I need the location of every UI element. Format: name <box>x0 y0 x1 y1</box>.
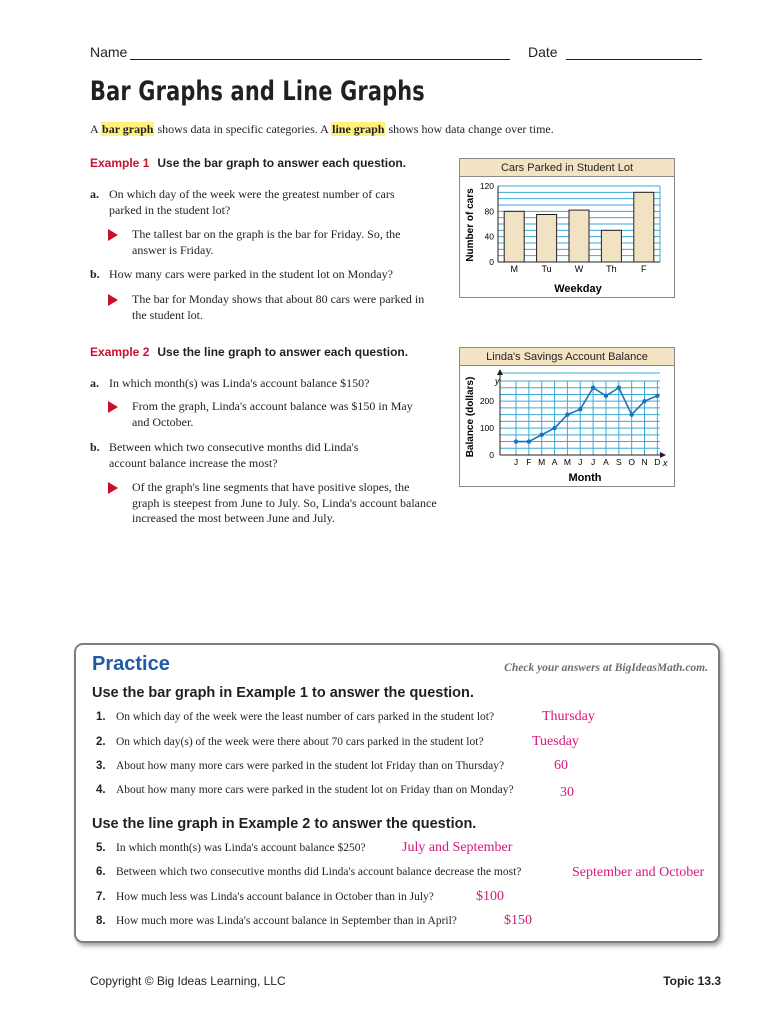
data-point-O <box>629 412 633 416</box>
x-tick-label: M <box>563 457 571 467</box>
data-point-N <box>642 399 646 403</box>
practice-answer-8: $150 <box>504 913 532 928</box>
bar-W <box>569 210 589 262</box>
x-tick-label: F <box>526 457 532 467</box>
bar-Tu <box>537 215 557 263</box>
line-chart-xlabel: Month <box>568 472 602 484</box>
practice-answer-7: $100 <box>476 889 504 904</box>
y-tick-label: 80 <box>484 206 494 217</box>
bar-chart-ylabel: Number of cars <box>465 188 476 262</box>
date-field[interactable] <box>566 59 702 60</box>
data-point-M <box>565 412 569 416</box>
practice-answer-2: Tuesday <box>532 734 579 749</box>
bar-chart-plot <box>460 178 674 298</box>
practice-question-7: 7. How much less was Linda's account balance in October than in July? <box>96 891 434 903</box>
line-chart-title: Linda's Savings Account Balance <box>460 348 674 366</box>
practice-question-2: 2. On which day(s) of the week were there about 70 cars parked in the student lot? <box>96 736 484 748</box>
line-chart-ylabel: Balance (dollars) <box>465 376 476 458</box>
practice-question-4: 4. About how many more cars were parked in the student lot on Friday than on Monday? <box>96 784 514 796</box>
practice-answer-6: September and October <box>572 865 705 880</box>
bar-chart-xlabel: Weekday <box>554 283 602 295</box>
line-chart <box>459 347 675 487</box>
x-tick-label: W <box>574 264 584 274</box>
x-tick-label: O <box>628 457 635 467</box>
copyright-footer: Copyright © Big Ideas Learning, LLC <box>90 974 286 988</box>
line-graph-term: line graph <box>332 122 385 136</box>
practice-title: Practice <box>92 653 170 675</box>
practice-question-6: 6. Between which two consecutive months did Linda's account balance decrease the most? <box>96 866 522 878</box>
y-axis-arrow-icon <box>497 369 503 375</box>
example1-heading: Example 1 Use the bar graph to answer each question. <box>90 156 407 170</box>
x-tick-label: N <box>641 457 648 467</box>
data-point-M <box>540 433 544 437</box>
example2-answer-b: Of the graph's line segments that have positive slopes, the graph is steepest from June to July. So, Linda's account balance increased the most between June and July. <box>108 480 438 527</box>
bar-graph-term: bar graph <box>102 122 154 136</box>
data-point-J <box>514 439 518 443</box>
x-tick-label: S <box>615 457 622 467</box>
answer-arrow-icon <box>108 294 118 306</box>
answer-arrow-icon <box>108 482 118 494</box>
x-tick-label: A <box>551 457 558 467</box>
x-tick-label: J <box>590 457 596 467</box>
data-point-J <box>578 407 582 411</box>
practice-question-3: 3. About how many more cars were parked in the student lot Friday than on Thursday? <box>96 760 505 772</box>
name-field[interactable] <box>130 59 510 60</box>
y-tick-label: 120 <box>479 181 494 191</box>
name-label: Name <box>90 44 128 60</box>
y-tick-label: 100 <box>479 423 494 434</box>
practice-question-1: 1. On which day of the week were the least number of cars parked in the student lot? <box>96 711 495 723</box>
practice-section2-heading: Use the line graph in Example 2 to answer the question. <box>92 816 477 832</box>
x-tick-label: F <box>641 264 647 274</box>
line-chart-plot <box>460 367 674 487</box>
line-chart-y-symbol: y <box>495 376 500 386</box>
y-tick-label: 40 <box>484 231 494 242</box>
data-point-J <box>591 386 595 390</box>
x-tick-label: J <box>513 457 519 467</box>
example2-question-a: a. In which month(s) was Linda's account balance $150? <box>90 376 370 390</box>
example1-question-a: a. On which day of the week were the greatest number of cars parked in the student lot? <box>90 187 395 217</box>
topic-label: Topic 13.3 <box>663 974 721 988</box>
data-point-D <box>655 394 659 398</box>
bar-M <box>504 211 524 262</box>
example2-answer-a: From the graph, Linda's account balance was $150 in May and October. <box>108 399 428 430</box>
x-tick-label: D <box>654 457 661 467</box>
data-point-A <box>604 394 608 398</box>
x-tick-label: J <box>578 457 583 467</box>
practice-section1-heading: Use the bar graph in Example 1 to answer the question. <box>92 685 474 701</box>
practice-answer-3: 60 <box>554 758 568 773</box>
bar-Th <box>601 230 621 262</box>
date-label: Date <box>528 44 558 60</box>
example2-question-b: b. Between which two consecutive months did Linda's account balance increase the most? <box>90 440 359 470</box>
line-chart-x-symbol: x <box>663 458 668 468</box>
y-tick-label: 200 <box>479 396 494 407</box>
x-tick-label: M <box>538 457 546 467</box>
page-title: Bar Graphs and Line Graphs <box>90 76 425 107</box>
bar-chart <box>459 158 675 298</box>
practice-answer-1: Thursday <box>542 709 595 724</box>
bar-chart-title: Cars Parked in Student Lot <box>460 159 674 177</box>
data-point-F <box>527 439 531 443</box>
check-answers-note: Check your answers at BigIdeasMath.com. <box>504 662 708 674</box>
example1-answer-b: The bar for Monday shows that about 80 cars were parked in the student lot. <box>108 292 428 323</box>
practice-answer-5: July and September <box>402 840 513 855</box>
practice-box <box>74 643 720 943</box>
example1-answer-a: The tallest bar on the graph is the bar for Friday. So, the answer is Friday. <box>108 227 428 258</box>
practice-question-5: 5. In which month(s) was Linda's account balance $250? <box>96 842 366 854</box>
example1-question-b: b. How many cars were parked in the student lot on Monday? <box>90 267 393 281</box>
x-tick-label: A <box>603 457 609 467</box>
x-tick-label: M <box>510 264 518 274</box>
data-point-A <box>552 426 556 430</box>
intro-text: A bar graph shows data in specific categories. A line graph shows how data change over time. <box>90 122 554 136</box>
x-tick-label: Tu <box>541 264 552 274</box>
practice-question-8: 8. How much more was Linda's account balance in September than in April? <box>96 915 457 927</box>
y-tick-label: 0 <box>489 257 494 267</box>
name-date-row <box>90 44 702 64</box>
answer-arrow-icon <box>108 401 118 413</box>
practice-answer-4: 30 <box>560 785 574 800</box>
answer-arrow-icon <box>108 229 118 241</box>
data-point-S <box>617 386 621 390</box>
y-tick-label: 0 <box>489 450 494 460</box>
x-tick-label: Th <box>606 264 617 274</box>
example2-heading: Example 2 Use the line graph to answer each question. <box>90 345 409 359</box>
bar-F <box>634 192 654 262</box>
